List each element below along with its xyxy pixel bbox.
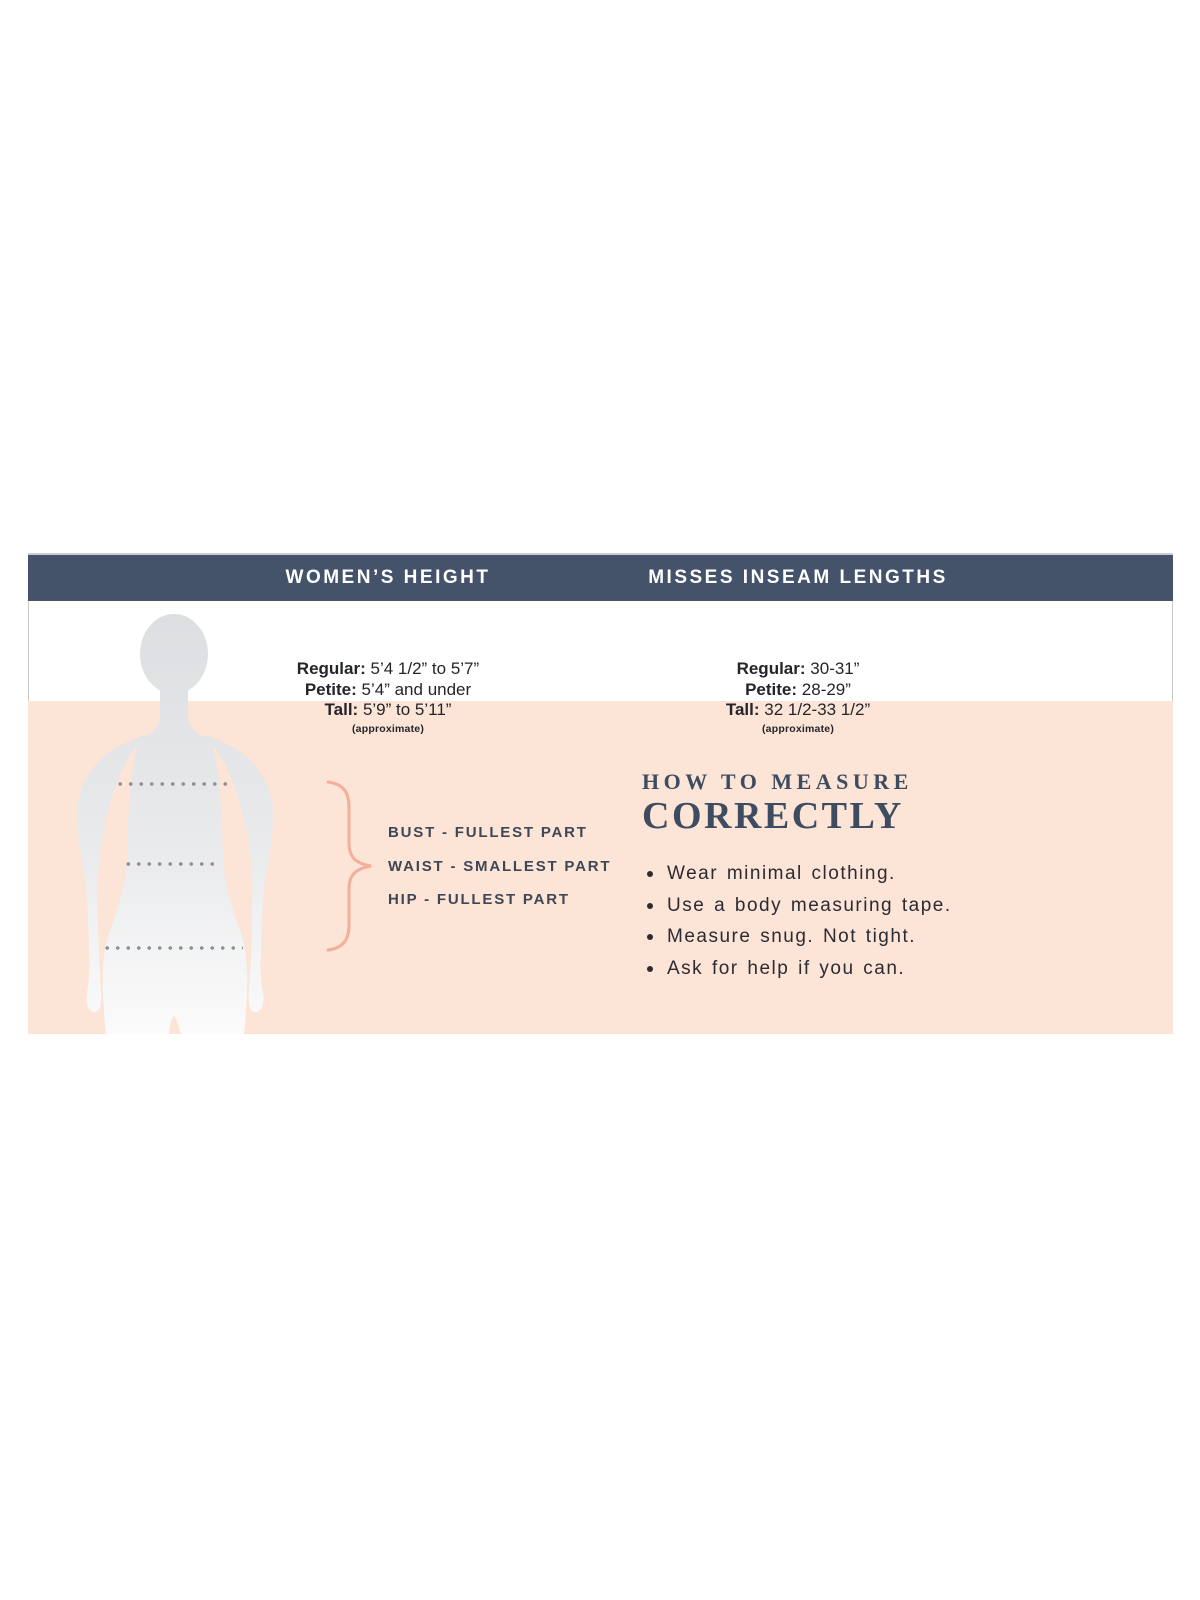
height-row-tall — [173, 700, 603, 721]
list-item — [647, 864, 952, 884]
approximate-note: (approximate) — [351, 722, 425, 735]
height-row-label: Regular: — [296, 659, 366, 678]
womens-height-values — [173, 659, 603, 738]
inseam-row-label: Petite: — [745, 679, 798, 699]
height-row-value: 5’4 1/2” to 5’7” — [370, 659, 480, 678]
height-row-label: Tall: — [324, 700, 359, 719]
column-header-misses-inseam-lengths: MISSES INSEAM LENGTHS — [648, 567, 948, 588]
size-guide-panel — [28, 553, 1173, 1034]
inseam-row-label: Tall: — [725, 700, 760, 719]
waist-label: WAIST - SMALLEST PART — [388, 858, 612, 875]
how-to-measure-tips-list — [647, 864, 952, 990]
misses-inseam-values — [583, 659, 1013, 738]
bullet-dot-icon — [647, 934, 653, 940]
bullet-dot-icon — [647, 903, 653, 909]
inseam-row-value: 28-29” — [801, 679, 851, 699]
curly-brace-icon — [325, 779, 375, 953]
hip-label: HIP - FULLEST PART — [388, 891, 570, 908]
height-row-value: 5’9” to 5’11” — [362, 700, 452, 719]
tip-text: Use a body measuring tape. — [667, 894, 952, 916]
hip-dotted-line-icon — [102, 946, 243, 950]
bust-dotted-line-icon — [115, 782, 231, 786]
tip-text: Wear minimal clothing. — [667, 863, 896, 884]
inseam-row-value: 32 1/2-33 1/2” — [764, 700, 871, 719]
tip-text: Measure snug. Not tight. — [667, 926, 916, 947]
height-row-petite — [173, 680, 603, 701]
list-item — [647, 959, 952, 979]
inseam-row-label: Regular: — [736, 659, 806, 678]
inseam-row-petite — [583, 680, 1013, 701]
waist-dotted-line-icon — [123, 862, 218, 866]
bullet-dot-icon — [647, 966, 653, 972]
bullet-dot-icon — [647, 871, 653, 877]
heading-line-2: CORRECTLY — [642, 795, 904, 837]
list-item — [647, 927, 952, 947]
inseam-row-tall — [583, 700, 1013, 721]
inseam-row-regular — [583, 659, 1013, 680]
column-header-womens-height: WOMEN’S HEIGHT — [285, 567, 491, 588]
bust-label: BUST - FULLEST PART — [388, 824, 588, 841]
list-item — [647, 896, 952, 916]
tip-text: Ask for help if you can. — [667, 957, 906, 979]
how-to-measure-heading — [642, 770, 913, 836]
height-row-regular — [173, 659, 603, 680]
height-row-value: 5’4” and under — [361, 679, 472, 699]
approximate-note: (approximate) — [761, 722, 835, 735]
heading-line-1: HOW TO MEASURE — [642, 769, 913, 794]
height-row-label: Petite: — [304, 679, 357, 699]
inseam-row-value: 30-31” — [810, 659, 860, 678]
